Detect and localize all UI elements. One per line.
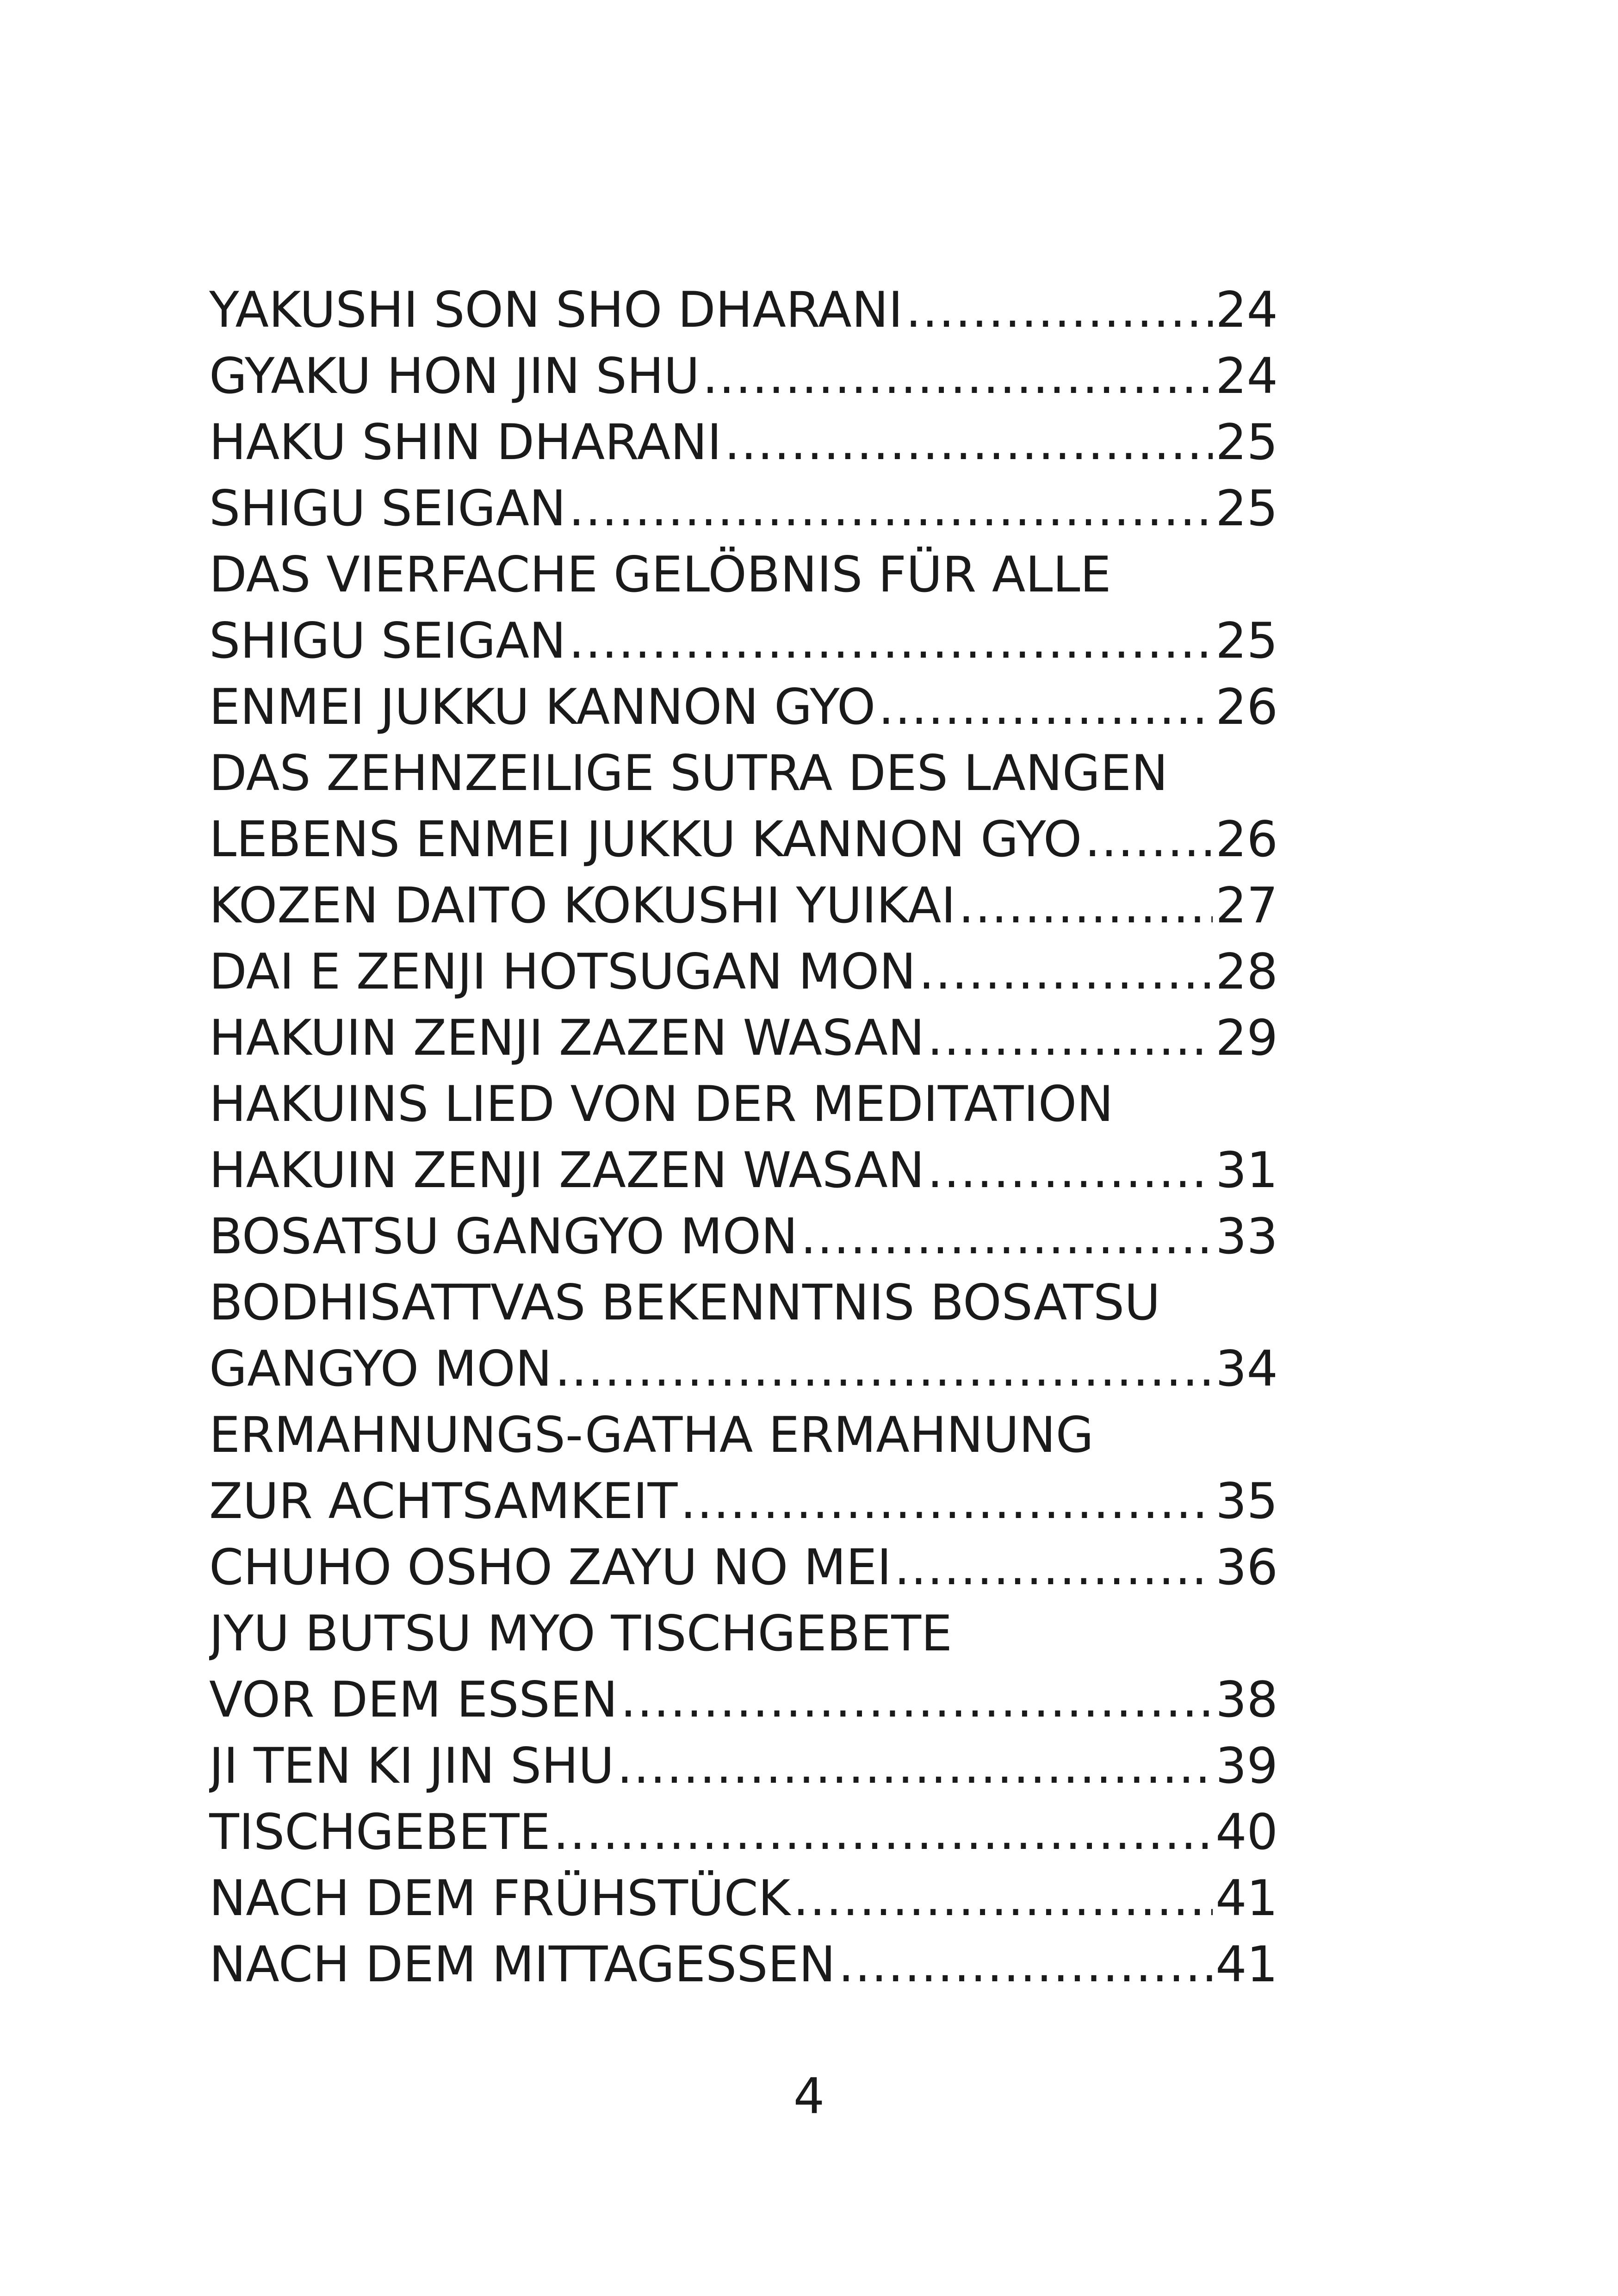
toc-entry [209, 1005, 1278, 1071]
toc-entry [209, 1865, 1278, 1931]
toc-leader-dots [553, 1799, 1213, 1865]
toc-entry-page: 29 [1215, 1009, 1278, 1066]
toc-entry [209, 1203, 1278, 1269]
toc-entry-title: DAI E ZENJI HOTSUGAN MON [209, 943, 916, 1000]
toc-entry-title: BOSATSU GANGYO MON [209, 1208, 798, 1265]
toc-leader-dots [959, 872, 1213, 939]
toc-leader-dots [569, 608, 1213, 674]
toc-entry-heading [209, 1071, 1278, 1137]
toc-entry [209, 608, 1278, 674]
toc-entry-heading [209, 1269, 1278, 1336]
toc-entry-page: 25 [1215, 612, 1278, 669]
toc-leader-dots [569, 475, 1213, 541]
toc-entry-page: 25 [1215, 414, 1278, 471]
toc-entry-heading [209, 1600, 1278, 1667]
toc-entry-title: HAKUINS LIED VON DER MEDITATION [209, 1076, 1114, 1132]
toc-leader-dots [702, 343, 1213, 409]
toc-entry-title: BODHISATTVAS BEKENNTNIS BOSATSU [209, 1274, 1160, 1331]
toc-entry-heading [209, 740, 1278, 806]
toc-entry [209, 343, 1278, 409]
toc-entry-page: 40 [1215, 1804, 1278, 1860]
toc-entry-page: 28 [1215, 943, 1278, 1000]
toc-leader-dots [555, 1336, 1213, 1402]
toc-entry [209, 1667, 1278, 1733]
toc-entry [209, 939, 1278, 1005]
toc-entry [209, 1733, 1278, 1799]
toc-entry-title: LEBENS ENMEI JUKKU KANNON GYO [209, 811, 1082, 868]
toc-entry-page: 39 [1215, 1737, 1278, 1794]
toc-entry [209, 1931, 1278, 1997]
toc-entry [209, 674, 1278, 740]
toc-entry-heading [209, 1402, 1278, 1468]
toc-entry-title: DAS VIERFACHE GELÖBNIS FÜR ALLE [209, 546, 1111, 603]
toc-entry-title: JI TEN KI JIN SHU [209, 1737, 614, 1794]
toc-entry-title: DAS ZEHNZEILIGE SUTRA DES LANGEN [209, 745, 1168, 802]
toc-leader-dots [680, 1468, 1213, 1534]
toc-entry [209, 1336, 1278, 1402]
toc-entry-page: 36 [1215, 1539, 1278, 1596]
toc-leader-dots [617, 1733, 1213, 1799]
toc-leader-dots [894, 1534, 1213, 1600]
toc-entry [209, 475, 1278, 541]
toc-entry-page: 41 [1215, 1870, 1278, 1927]
toc-entry [209, 1799, 1278, 1865]
toc-entry-page: 38 [1215, 1671, 1278, 1728]
toc-entry-heading [209, 541, 1278, 608]
toc-leader-dots [800, 1203, 1213, 1269]
toc-entry-title: VOR DEM ESSEN [209, 1671, 618, 1728]
toc-leader-dots [905, 277, 1213, 343]
toc-entry [209, 409, 1278, 475]
toc-leader-dots [927, 1137, 1213, 1203]
toc-entry-title: SHIGU SEIGAN [209, 612, 566, 669]
toc-entry-title: CHUHO OSHO ZAYU NO MEI [209, 1539, 892, 1596]
toc-entry-title: HAKUIN ZENJI ZAZEN WASAN [209, 1142, 925, 1199]
toc-leader-dots [725, 409, 1213, 475]
toc-entry [209, 1137, 1278, 1203]
toc-entry-title: TISCHGEBETE [209, 1804, 551, 1860]
toc-leader-dots [793, 1865, 1213, 1931]
toc-entry-title: HAKU SHIN DHARANI [209, 414, 722, 471]
page-number: 4 [793, 2068, 825, 2125]
toc-entry-page: 26 [1215, 811, 1278, 868]
toc-leader-dots [919, 939, 1213, 1005]
toc-entry [209, 1468, 1278, 1534]
toc-entry-page: 33 [1215, 1208, 1278, 1265]
toc-entry-title: ZUR ACHTSAMKEIT [209, 1473, 678, 1530]
toc-entry-title: GYAKU HON JIN SHU [209, 348, 700, 404]
toc-entry-title: GANGYO MON [209, 1340, 552, 1397]
toc-entry [209, 1534, 1278, 1600]
toc-entry-title: HAKUIN ZENJI ZAZEN WASAN [209, 1009, 925, 1066]
toc-entry-title: KOZEN DAITO KOKUSHI YUIKAI [209, 877, 956, 934]
toc-entry-page: 25 [1215, 480, 1278, 537]
toc-entry-page: 26 [1215, 678, 1278, 735]
toc-entry-title: YAKUSHI SON SHO DHARANI [209, 281, 903, 338]
toc-leader-dots [927, 1005, 1213, 1071]
toc-entry-title: SHIGU SEIGAN [209, 480, 566, 537]
toc-leader-dots [620, 1667, 1213, 1733]
toc-entry-title: ENMEI JUKKU KANNON GYO [209, 678, 876, 735]
toc-entry-page: 35 [1215, 1473, 1278, 1530]
toc-entry-page: 24 [1215, 348, 1278, 404]
toc-entry-page: 31 [1215, 1142, 1278, 1199]
toc-entry-title: NACH DEM FRÜHSTÜCK [209, 1870, 791, 1927]
toc-entry-title: ERMAHNUNGS-GATHA ERMAHNUNG [209, 1406, 1094, 1463]
table-of-contents [209, 277, 1278, 1997]
toc-leader-dots [878, 674, 1213, 740]
toc-entry [209, 277, 1278, 343]
toc-leader-dots [1085, 806, 1213, 872]
toc-entry-page: 41 [1215, 1936, 1278, 1993]
toc-entry-page: 27 [1215, 877, 1278, 934]
toc-entry-title: NACH DEM MITTAGESSEN [209, 1936, 836, 1993]
toc-entry [209, 806, 1278, 872]
toc-entry-page: 24 [1215, 281, 1278, 338]
toc-entry-page: 34 [1215, 1340, 1278, 1397]
toc-entry-title: JYU BUTSU MYO TISCHGEBETE [209, 1605, 952, 1662]
toc-leader-dots [838, 1931, 1213, 1997]
toc-entry [209, 872, 1278, 939]
